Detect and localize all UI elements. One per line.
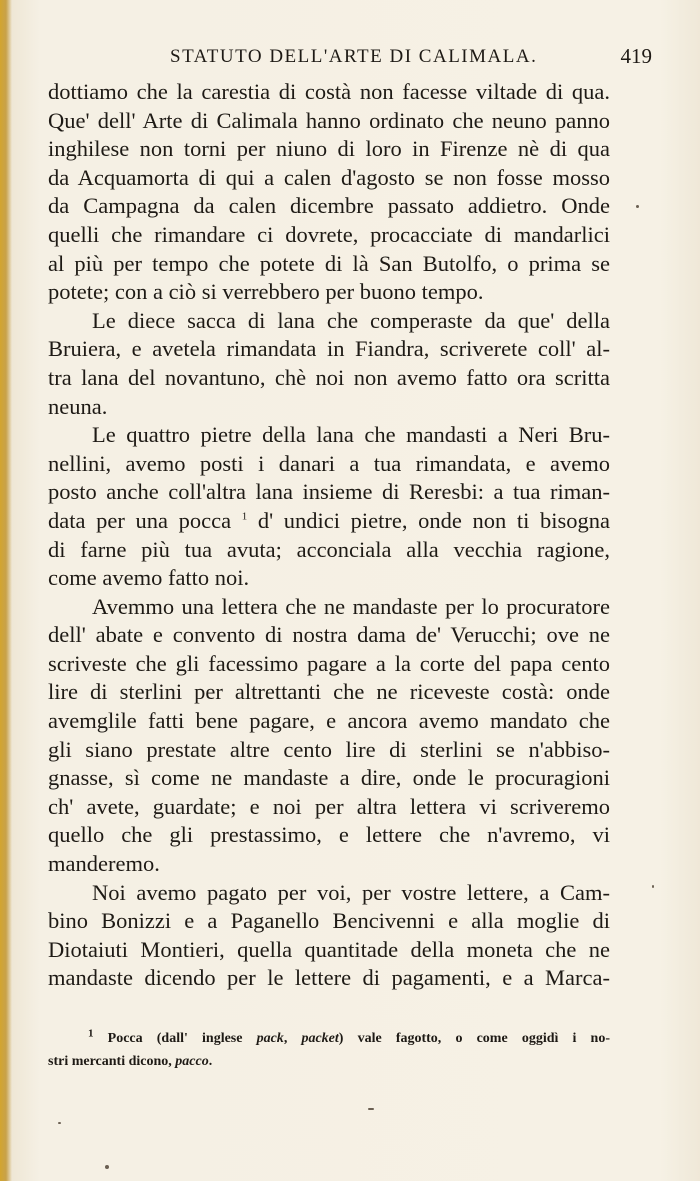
page-number: 419 bbox=[620, 44, 652, 68]
footnote-text: , bbox=[283, 1031, 302, 1046]
text-line: avemglile fatti bene pagare, e ancora avemo mandato che bbox=[48, 708, 610, 734]
text-line: dottiamo che la carestia di costà non facesse viltade di qua. bbox=[48, 79, 610, 104]
footnote-line bbox=[48, 1027, 610, 1050]
text-line: Bruiera, e avetela rimandata in Fiandra, scriverete coll' al- bbox=[48, 336, 610, 362]
text-line: quello che gli prestassimo, e lettere che n'avremo, vi bbox=[48, 822, 610, 848]
paragraph-first-line: Le quattro pietre della lana che mandasti a Neri Bru- bbox=[92, 422, 610, 448]
text-segment: d' undici pietre, onde non ti bisogna bbox=[257, 507, 610, 533]
footnote-marker: 1 bbox=[88, 1027, 94, 1040]
paper-speck bbox=[58, 1122, 61, 1124]
text-line: bino Bonizzi e a Paganello Bencivenni e alla moglie di bbox=[48, 908, 610, 934]
footnote bbox=[48, 1027, 610, 1073]
paragraph-first-line: Noi avemo pagato per voi, per vostre lettere, a Cam- bbox=[92, 879, 610, 905]
text-line: manderemo. bbox=[48, 851, 160, 877]
text-line: gli siano prestate altre cento lire di sterlini se n'abbiso- bbox=[48, 736, 610, 762]
text-line: Diotaiuti Montieri, quella quantitade della moneta che ne bbox=[48, 936, 610, 962]
text-line: gnasse, sì come ne mandaste a dire, onde le procuragioni bbox=[48, 765, 610, 791]
paper-speck bbox=[368, 1108, 374, 1110]
body-text bbox=[48, 78, 610, 993]
footnote-text: . bbox=[208, 1054, 213, 1069]
text-line: lire di sterlini per altrettanti che ne riceveste costà: onde bbox=[48, 679, 610, 705]
text-line: nellini, avemo posti i danari a tua rimandata, e avemo bbox=[48, 450, 610, 476]
text-segment: data per una pocca bbox=[48, 507, 232, 533]
text-line: tra lana del novantuno, chè noi non avemo fatto ora scritta bbox=[48, 364, 610, 390]
text-line: posto anche coll'altra lana insieme di Reresbi: a tua riman- bbox=[48, 479, 610, 505]
text-line: quelli che rimandare ci dovrete, procacciate di mandarlici bbox=[48, 221, 610, 247]
footnote-term: pack bbox=[256, 1031, 284, 1046]
text-line: di farne più tua avuta; acconciala alla vecchia ragione, bbox=[48, 536, 610, 562]
text-line-with-footnote bbox=[48, 507, 610, 536]
footnote-line bbox=[48, 1050, 610, 1073]
text-line: mandaste dicendo per le lettere di pagamenti, e a Marca- bbox=[48, 965, 610, 991]
footnote-text: Pocca (dall' inglese bbox=[107, 1031, 257, 1046]
page-header bbox=[48, 46, 658, 76]
footnote-text: stri mercanti dicono, bbox=[48, 1054, 176, 1069]
page-spine-edge bbox=[0, 0, 12, 1181]
text-line: come avemo fatto noi. bbox=[48, 565, 250, 591]
paper-speck bbox=[636, 205, 639, 208]
text-line: potete; con a ciò si verrebbero per buono tempo. bbox=[48, 279, 484, 305]
text-line: Que' dell' Arte di Calimala hanno ordinato che neuno panno bbox=[48, 107, 610, 133]
paper-speck bbox=[105, 1165, 109, 1169]
paper-speck bbox=[652, 885, 654, 888]
footnote-reference: 1 bbox=[241, 510, 248, 523]
text-line: da Acquamorta di qui a calen d'agosto se non fosse mosso bbox=[48, 164, 610, 190]
footnote-text: ) vale fagotto, o come oggidì i no- bbox=[338, 1031, 610, 1046]
text-line: al più per tempo che potete di là San Butolfo, o prima se bbox=[48, 250, 610, 276]
running-head: STATUTO DELL'ARTE DI CALIMALA. bbox=[170, 46, 538, 67]
text-line: dell' abate e convento di nostra dama de' Verucchi; ove ne bbox=[48, 622, 610, 648]
text-line: neuna. bbox=[48, 393, 108, 419]
text-line: ch' avete, guardate; e noi per altra lettera vi scriveremo bbox=[48, 793, 610, 819]
text-line: da Campagna da calen dicembre passato addietro. Onde bbox=[48, 193, 610, 219]
text-line: scriveste che gli facessimo pagare a la corte del papa cento bbox=[48, 650, 610, 676]
text-line: inghilese non torni per niuno di loro in Firenze nè di qua bbox=[48, 136, 610, 162]
paragraph-first-line: Avemmo una lettera che ne mandaste per lo procuratore bbox=[92, 593, 610, 619]
footnote-term: pacco bbox=[175, 1054, 209, 1069]
paragraph-first-line: Le diece sacca di lana che comperaste da que' della bbox=[92, 307, 610, 333]
footnote-term: packet bbox=[301, 1031, 339, 1046]
